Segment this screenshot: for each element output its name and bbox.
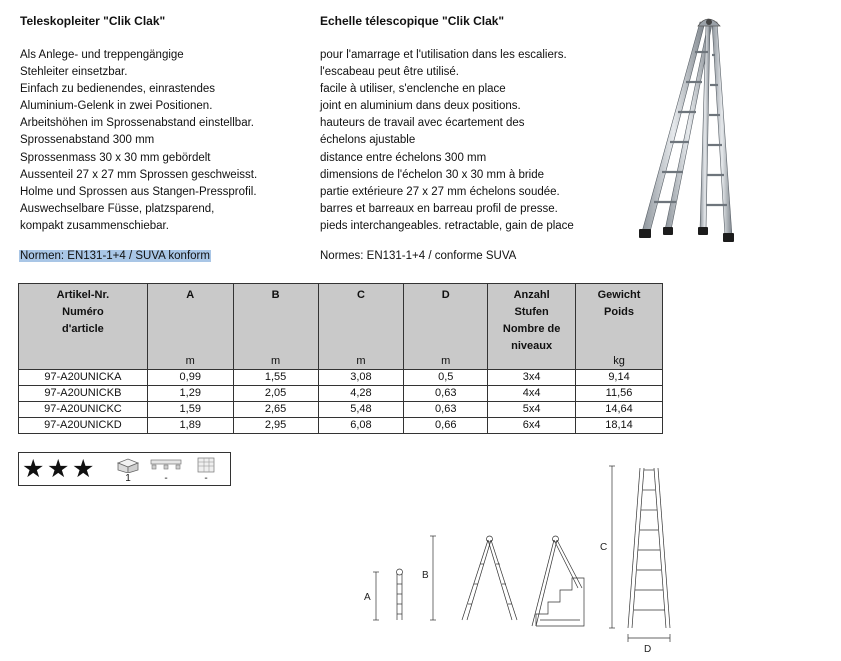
cell-article: 97-A20UNICKC	[19, 402, 148, 418]
cell-weight: 18,14	[576, 418, 663, 434]
pack-value-crate: -	[204, 473, 208, 484]
dimension-label-a: A	[364, 592, 371, 603]
dimension-diagram	[360, 460, 680, 658]
french-description	[320, 47, 574, 235]
table-row	[19, 370, 663, 386]
french-line: pieds interchangeables. retractable, gain de place	[320, 219, 574, 232]
cell-a: 0,99	[147, 370, 233, 386]
cell-steps: 6x4	[488, 418, 576, 434]
dimension-label-c: C	[600, 542, 608, 553]
table-row	[19, 386, 663, 402]
pack-value-box: 1	[125, 473, 131, 484]
german-line: Aluminium-Gelenk in zwei Positionen.	[20, 100, 213, 113]
specs-table	[18, 283, 663, 434]
header-c: C m	[318, 284, 404, 370]
german-line: Sprossenmass 30 x 30 mm gebördelt	[20, 151, 211, 164]
ladder-hinge	[698, 19, 720, 26]
german-line: Als Anlege- und treppengängige	[20, 49, 184, 61]
star-icon: ★	[72, 455, 95, 483]
french-line: pour l'amarrage et l'utilisation dans les escaliers.	[320, 49, 567, 61]
cell-c: 6,08	[318, 418, 404, 434]
french-line: distance entre échelons 300 mm	[320, 151, 487, 164]
cell-b: 1,55	[233, 370, 318, 386]
german-line: Stehleiter einsetzbar.	[20, 66, 128, 79]
pack-value-pallet: -	[164, 473, 168, 484]
cell-steps: 5x4	[488, 402, 576, 418]
cell-weight: 14,64	[576, 402, 663, 418]
french-line: partie extérieure 27 x 27 mm échelons soudée.	[320, 185, 560, 198]
german-description	[20, 47, 257, 235]
extended-ladder-figure	[609, 466, 670, 642]
german-line: Einfach zu bedienendes, einrastendes	[20, 83, 216, 96]
header-b: B m	[233, 284, 318, 370]
cell-a: 1,59	[147, 402, 233, 418]
french-line: barres et barreaux en barreau profil de presse.	[320, 202, 558, 215]
french-line: dimensions de l'échelon 30 x 30 mm à bride	[320, 168, 545, 181]
german-line: Holme und Sprossen aus Stangen-Pressprofil.	[20, 185, 257, 198]
header-weight: Gewicht Poids kg	[576, 284, 663, 370]
cell-a: 1,29	[147, 386, 233, 402]
cell-a: 1,89	[147, 418, 233, 434]
rating-box	[18, 452, 231, 486]
cell-b: 2,05	[233, 386, 318, 402]
header-article: Artikel-Nr. Numéro d'article	[19, 284, 148, 370]
german-line: Auswechselbare Füsse, platzsparend,	[20, 202, 215, 215]
french-line: l'escabeau peut être utilisé.	[320, 66, 460, 79]
german-line: Arbeitshöhen im Sprossenabstand einstellbar.	[20, 117, 254, 130]
cell-article: 97-A20UNICKD	[19, 418, 148, 434]
cell-b: 2,95	[233, 418, 318, 434]
french-line: facile à utiliser, s'enclenche en place	[320, 83, 506, 96]
header-steps: Anzahl Stufen Nombre de niveaux	[488, 284, 576, 370]
cell-d: 0,63	[404, 402, 488, 418]
table-row	[19, 418, 663, 434]
cell-steps: 4x4	[488, 386, 576, 402]
french-norm: Normes: EN131-1+4 / conforme SUVA	[320, 250, 517, 262]
cell-d: 0,5	[404, 370, 488, 386]
stairs-ladder-figure	[532, 536, 584, 626]
crate-icon	[195, 457, 217, 473]
cell-b: 2,65	[233, 402, 318, 418]
cell-weight: 11,56	[576, 386, 663, 402]
french-title: Echelle télescopique "Clik Clak"	[320, 14, 505, 28]
dimension-label-d: D	[644, 644, 652, 655]
table-row	[19, 402, 663, 418]
cell-c: 5,48	[318, 402, 404, 418]
ladder-feet	[639, 227, 734, 242]
cell-article: 97-A20UNICKB	[19, 386, 148, 402]
header-a: A m	[147, 284, 233, 370]
french-line: joint en aluminium dans deux positions.	[320, 100, 521, 113]
ladder-photo	[628, 10, 738, 245]
german-line: Sprossenabstand 300 mm	[20, 134, 155, 147]
dimension-label-b: B	[422, 570, 429, 581]
cell-article: 97-A20UNICKA	[19, 370, 148, 386]
box-icon	[116, 457, 140, 473]
german-line: Aussenteil 27 x 27 mm Sprossen geschweisst.	[20, 168, 258, 181]
cell-c: 3,08	[318, 370, 404, 386]
german-norm[interactable]: Normen: EN131-1+4 / SUVA konform	[20, 250, 210, 262]
cell-d: 0,66	[404, 418, 488, 434]
star-icon: ★	[22, 455, 45, 483]
cell-d: 0,63	[404, 386, 488, 402]
table-header-row	[19, 284, 663, 370]
french-line: hauteurs de travail avec écartement des	[320, 117, 525, 130]
star-icon: ★	[47, 455, 70, 483]
cell-steps: 3x4	[488, 370, 576, 386]
cell-weight: 9,14	[576, 370, 663, 386]
header-d: D m	[404, 284, 488, 370]
folded-ladder-figure	[373, 569, 403, 620]
pallet-icon	[149, 457, 183, 471]
german-line: kompakt zusammenschiebar.	[20, 219, 169, 232]
a-frame-ladder-figure	[430, 536, 517, 620]
french-line: échelons ajustable	[320, 134, 416, 147]
german-title: Teleskopleiter "Clik Clak"	[20, 14, 166, 28]
cell-c: 4,28	[318, 386, 404, 402]
